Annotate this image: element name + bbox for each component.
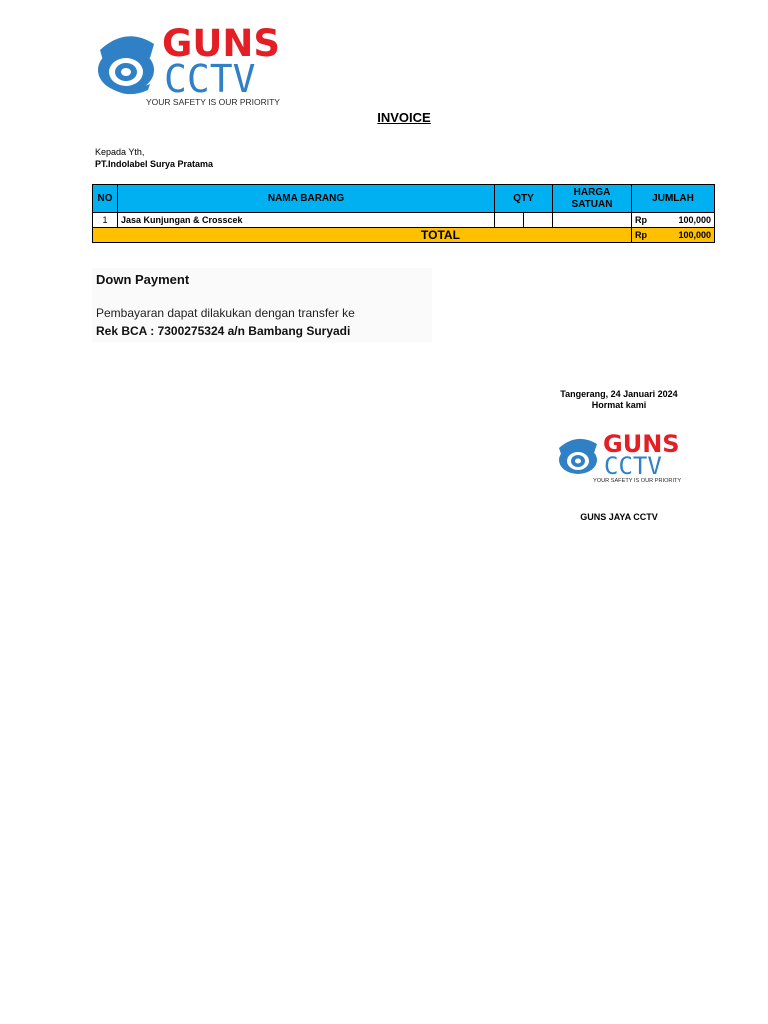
invoice-title: INVOICE xyxy=(377,110,431,125)
signature-closing: Hormat kami xyxy=(591,400,647,410)
signature-logo-tagline: YOUR SAFETY IS OUR PRIORITY xyxy=(593,478,682,484)
recipient-name: PT.Indolabel Surya Pratama xyxy=(95,159,214,169)
logo-brand-bottom: CCTV xyxy=(164,57,256,101)
total-amount-cell xyxy=(632,228,715,243)
total-amount: 100,000 xyxy=(678,230,711,240)
invoice-table xyxy=(92,184,715,243)
row-qty xyxy=(495,213,524,228)
row-jumlah xyxy=(632,213,715,228)
total-label: TOTAL xyxy=(93,228,632,243)
row-currency: Rp xyxy=(635,215,647,225)
total-row xyxy=(93,228,715,243)
payment-info xyxy=(92,268,432,342)
payment-title: Down Payment xyxy=(96,272,190,287)
payment-instruction: Pembayaran dapat dilakukan dengan transfer ke xyxy=(96,306,355,320)
row-harga-satuan xyxy=(553,213,632,228)
recipient-block xyxy=(95,146,213,170)
header-harga-line2: SATUAN xyxy=(571,198,613,210)
signature-logo xyxy=(557,428,689,486)
header-harga-line1: HARGA xyxy=(573,186,611,198)
row-no: 1 xyxy=(93,213,118,228)
row-nama-barang: Jasa Kunjungan & Crosscek xyxy=(118,213,495,228)
logo-brand-top: GUNS xyxy=(162,22,281,65)
signature-logo-brand-top: GUNS xyxy=(603,430,680,458)
cctv-camera-icon xyxy=(98,36,154,94)
company-logo xyxy=(96,18,286,110)
row-amount: 100,000 xyxy=(678,215,711,225)
signature-place-date: Tangerang, 24 Januari 2024 xyxy=(560,389,678,399)
signature-header xyxy=(538,389,700,411)
recipient-salutation: Kepada Yth, xyxy=(95,147,145,157)
logo-tagline: YOUR SAFETY IS OUR PRIORITY xyxy=(146,97,280,107)
header-harga-satuan xyxy=(553,185,632,213)
header-qty: QTY xyxy=(495,185,553,213)
cctv-camera-icon xyxy=(559,439,597,474)
row-qty-blank xyxy=(524,213,553,228)
signature-company: GUNS JAYA CCTV xyxy=(580,512,658,522)
table-header-row xyxy=(93,185,715,213)
header-no: NO xyxy=(93,185,118,213)
header-nama-barang: NAMA BARANG xyxy=(118,185,495,213)
total-currency: Rp xyxy=(635,230,647,240)
header-jumlah: JUMLAH xyxy=(632,185,715,213)
payment-bank-account: Rek BCA : 7300275324 a/n Bambang Suryadi xyxy=(96,324,351,338)
table-row xyxy=(93,213,715,228)
signature-logo-brand-bottom: CCTV xyxy=(604,452,662,480)
